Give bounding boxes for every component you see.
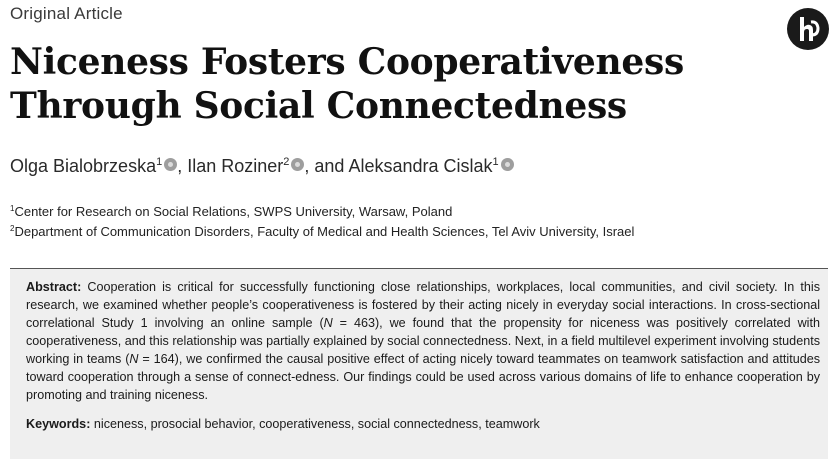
author-name[interactable]: Aleksandra Cislak <box>348 156 493 176</box>
keywords-text: niceness, prosocial behavior, cooperativeness, social connectedness, teamwork <box>90 417 540 431</box>
affiliation-number: 1 <box>10 204 15 213</box>
hogrefe-logo-icon <box>787 8 829 50</box>
sample-size-symbol: N <box>129 352 139 366</box>
abstract-part: = 463), we found that the propensity for niceness was positively correlated with cooperativeness, and this relationship was partially explained by social connectedness. Next, in a field multilevel experiment involving students working in teams ( <box>26 316 820 366</box>
author-separator: , <box>177 156 188 176</box>
keywords-label: Keywords: <box>26 417 91 431</box>
orcid-icon[interactable] <box>501 158 514 171</box>
article-title: Niceness Fosters Cooperativeness Through Social Connectedness <box>10 41 684 127</box>
author-affiliation-number: 1 <box>492 156 499 168</box>
author-separator: , and <box>304 156 349 176</box>
affiliation <box>10 224 634 239</box>
affiliation-text: Department of Communication Disorders, Faculty of Medical and Health Sciences, Tel Aviv University, Israel <box>14 224 635 239</box>
abstract-label: Abstract: <box>26 280 82 294</box>
affiliation-number: 2 <box>10 224 15 233</box>
abstract-box <box>10 268 828 459</box>
abstract-part: = 164), we confirmed the causal positive effect of acting nicely toward teammates on teamwork satisfaction and attitudes toward cooperation through a sense of connect-edness. Our findings could be used across various domains of life to enhance cooperation by promoting and training niceness. <box>26 352 821 402</box>
abstract-part: Cooperation is critical for successfully functioning close relationships, workplaces, local communities, and civil society. In this research, we examined whether people’s cooperativeness is fostered by their acting nicely in everyday social interactions. In cross-sectional correlational Study 1 involving an online sample ( <box>26 280 820 330</box>
author-affiliation-number: 1 <box>156 156 163 168</box>
orcid-icon[interactable] <box>291 158 304 171</box>
author-affiliation-number: 2 <box>283 156 290 168</box>
orcid-icon[interactable] <box>164 158 177 171</box>
author-name[interactable]: Ilan Roziner <box>187 156 284 176</box>
author-name[interactable]: Olga Bialobrzeska <box>10 156 157 176</box>
keywords-line <box>26 415 816 433</box>
author-list <box>10 156 514 177</box>
abstract-text <box>26 278 820 404</box>
sample-size-symbol: N <box>323 316 333 330</box>
affiliation <box>10 204 452 219</box>
article-type-label: Original Article <box>10 4 123 23</box>
affiliation-text: Center for Research on Social Relations, SWPS University, Warsaw, Poland <box>14 204 453 219</box>
